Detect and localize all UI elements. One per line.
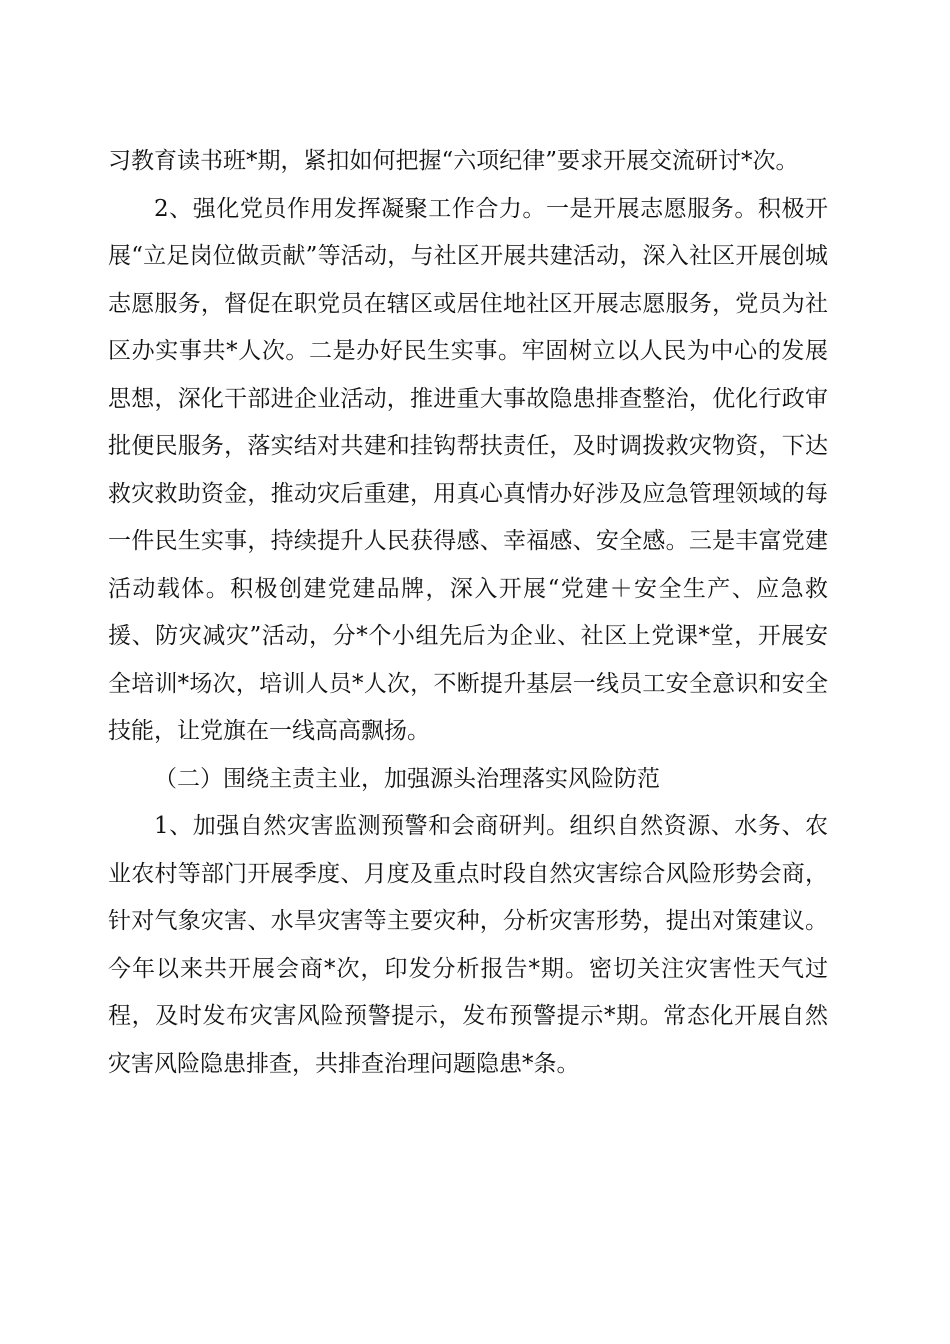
section-heading-two: （二）围绕主责主业，加强源头治理落实风险防范: [154, 765, 660, 792]
document-body: [108, 138, 828, 1088]
paragraph-continuation: 习教育读书班*期，紧扣如何把握“六项纪律”要求开展交流研讨*次。: [108, 148, 799, 174]
paragraph-item-2-party-member-role: 2、强化党员作用发挥凝聚工作合力。一是开展志愿服务。积极开展“立足岗位做贡献”等活动，与社区开展共建活动，深入社区开展创城志愿服务，督促在职党员在辖区或居住地社区开展志愿服务，党员为社区办实事共*人次。二是办好民生实事。牢固树立以人民为中心的发展思想，深化干部进企业活动，推进重大事故隐患排查整治，优化行政审批便民服务，落实结对共建和挂钩帮扶责任，及时调拨救灾物资，下达救灾救助资金，推动灾后重建，用真心真情办好涉及应急管理领域的每一件民生实事，持续提升人民获得感、幸福感、安全感。三是丰富党建活动载体。积极创建党建品牌，深入开展“党建＋安全生产、应急救援、防灾减灾”活动，分*个小组先后为企业、社区上党课*堂，开展安全培训*场次，培训人员*人次，不断提升基层一线员工安全意识和安全技能，让党旗在一线高高飘扬。: [108, 195, 828, 744]
paragraph-item-1-disaster-monitoring: 1、加强自然灾害监测预警和会商研判。组织自然资源、水务、农业农村等部门开展季度、月度及重点时段自然灾害综合风险形势会商，针对气象灾害、水旱灾害等主要灾种，分析灾害形势，提出对策建议。今年以来共开展会商*次，印发分析报告*期。密切关注灾害性天气过程，及时发布灾害风险预警提示，发布预警提示*期。常态化开展自然灾害风险隐患排查，共排查治理问题隐患*条。: [108, 813, 828, 1077]
